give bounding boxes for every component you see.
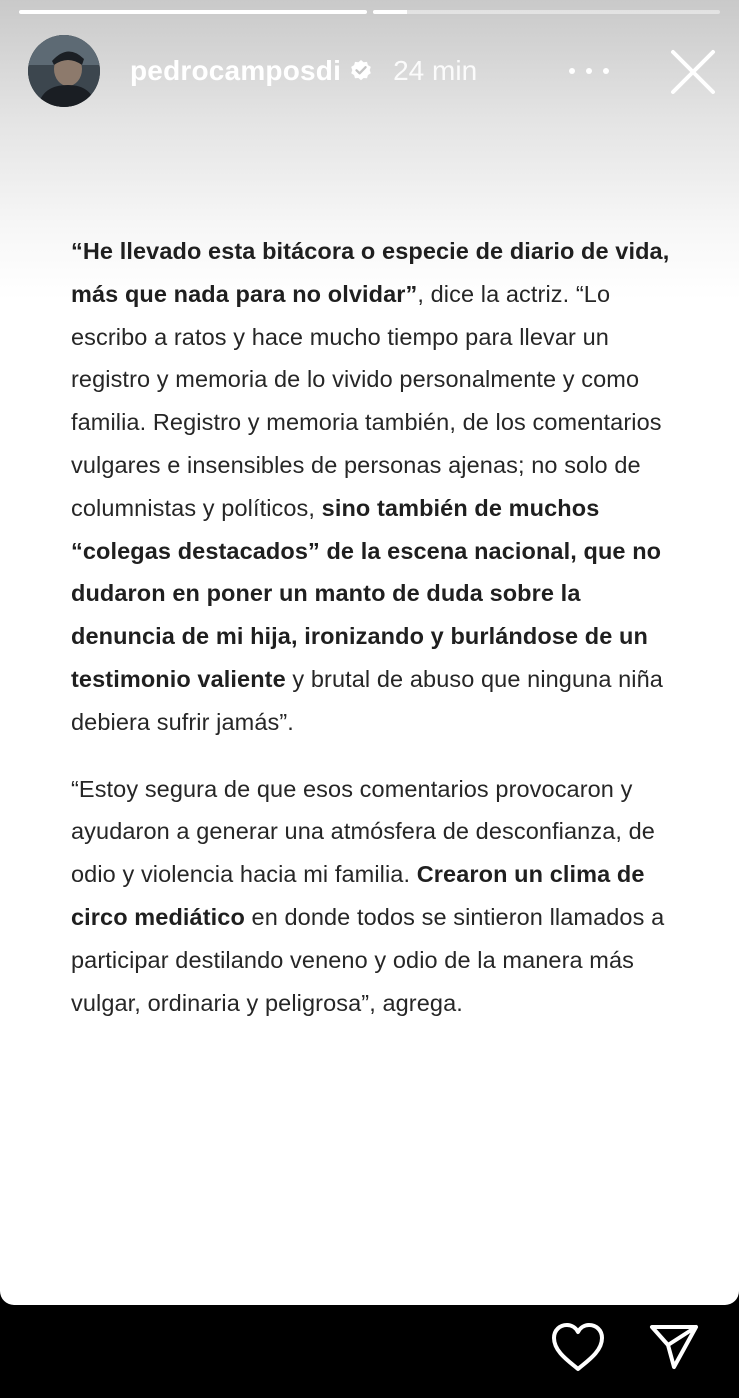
progress-segment-1: [19, 10, 367, 14]
text-run-3: y brutal de abuso que ninguna niña debiera sufrir jamás”.: [71, 665, 663, 735]
bold-run-0: “He llevado esta bitácora o especie de diario de vida, más que nada para no olvidar”: [71, 238, 670, 307]
heart-icon[interactable]: [550, 1322, 606, 1374]
paragraph-2: [71, 768, 691, 1025]
avatar[interactable]: [28, 35, 100, 107]
username[interactable]: pedrocamposdi: [130, 55, 342, 86]
more-horizontal-icon[interactable]: [569, 56, 609, 86]
text-run-1: , dice la actriz. “Lo escribo a ratos y hace mucho tiempo para llevar un registro y memoria de lo vivido personalmente y como familia. Registro y memoria también, de los comentarios vulgares e insensibles de personas ajenas; no solo de columnistas y políticos,: [71, 280, 662, 521]
text-run-2: en donde todos se sintieron llamados a participar destilando veneno y odio de la manera más vulgar, ordinaria y peligrosa”, agrega.: [71, 903, 665, 1016]
post-time: 24 min: [393, 55, 478, 86]
bold-run-2: sino también de muchos “colegas destacados” de la escena nacional, que no dudaron en poner un manto de duda sobre la denuncia de mi hija, ironizando y burlándose de un testimonio valiente: [71, 494, 662, 692]
progress-segment-2: [373, 10, 721, 14]
story-header: [28, 34, 719, 108]
paragraph-1: [71, 230, 691, 744]
story-progress-bar: [19, 10, 720, 14]
story-footer: [0, 1305, 739, 1398]
bold-run-1: Crearon un clima de circo mediático: [71, 861, 645, 930]
verified-badge-icon: [349, 59, 373, 83]
text-run-0: “Estoy segura de que esos comentarios provocaron y ayudaron a generar una atmósfera de desconfianza, de odio y violencia hacia mi familia.: [71, 775, 655, 888]
close-icon[interactable]: [669, 48, 717, 96]
article-text: [71, 230, 691, 1024]
profile-photo: [28, 35, 100, 107]
send-icon[interactable]: [648, 1323, 700, 1371]
